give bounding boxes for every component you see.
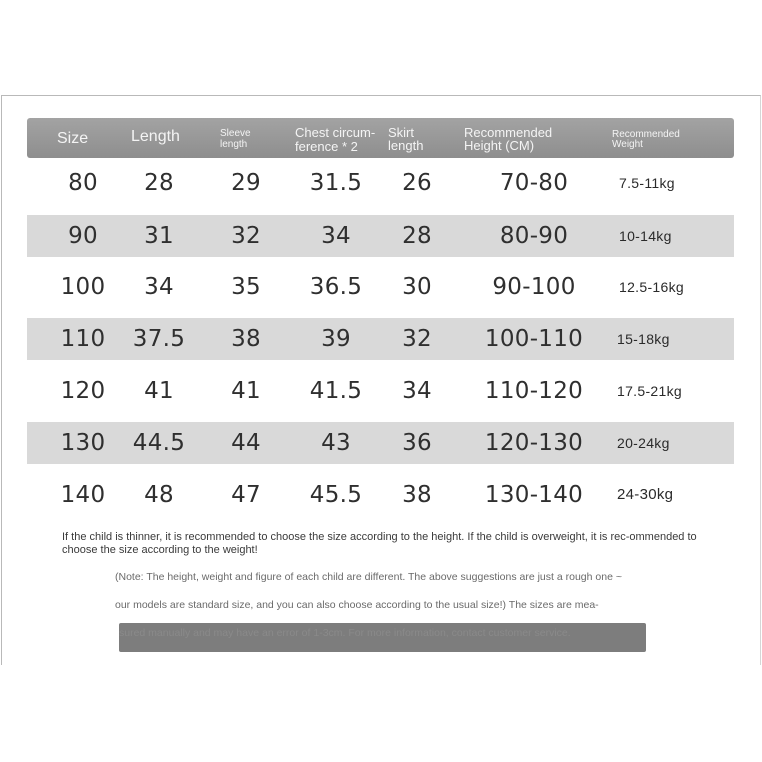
- cell-height: 130-140: [484, 482, 584, 508]
- header-weight-line2: Weight: [612, 139, 643, 150]
- cell-skirt: 32: [402, 326, 432, 352]
- cell-size: 130: [60, 430, 106, 456]
- cell-chest: 39: [321, 326, 351, 352]
- cell-chest: 43: [321, 430, 351, 456]
- cell-length: 28: [144, 170, 174, 196]
- disclaimer-bar: [119, 623, 646, 652]
- cell-size: 140: [60, 482, 106, 508]
- cell-skirt: 28: [402, 223, 432, 249]
- cell-height: 80-90: [499, 223, 569, 249]
- header-size: Size: [57, 130, 89, 147]
- header-height-line1: Recommended: [464, 125, 553, 140]
- table-header: [27, 118, 734, 158]
- cell-chest: 36.5: [309, 274, 363, 300]
- header-chest-line2: ference * 2: [295, 139, 358, 154]
- table-row: [27, 318, 734, 360]
- cell-height: 110-120: [484, 378, 584, 404]
- cell-sleeve: 47: [231, 482, 261, 508]
- header-length: Length: [131, 128, 180, 145]
- cell-skirt: 38: [402, 482, 432, 508]
- cell-skirt: 34: [402, 378, 432, 404]
- cell-chest: 34: [321, 223, 351, 249]
- cell-size: 110: [60, 326, 106, 352]
- cell-weight: 7.5-11kg: [619, 175, 675, 191]
- cell-weight: 15-18kg: [617, 331, 670, 347]
- header-skirt-line1: Skirt: [388, 125, 414, 140]
- cell-size: 100: [60, 274, 106, 300]
- cell-length: 44.5: [132, 430, 186, 456]
- cell-sleeve: 44: [231, 430, 261, 456]
- cell-sleeve: 29: [231, 170, 261, 196]
- cell-chest: 31.5: [309, 170, 363, 196]
- cell-sleeve: 41: [231, 378, 261, 404]
- table-row: [27, 474, 734, 516]
- cell-weight: 12.5-16kg: [619, 279, 684, 295]
- cell-weight: 17.5-21kg: [617, 383, 682, 399]
- table-row: [27, 162, 734, 204]
- cell-height: 70-80: [499, 170, 569, 196]
- cell-chest: 41.5: [309, 378, 363, 404]
- cell-size: 120: [60, 378, 106, 404]
- cell-length: 34: [144, 274, 174, 300]
- header-skirt-line2: length: [388, 138, 424, 153]
- cell-weight: 24-30kg: [617, 486, 674, 503]
- cell-sleeve: 38: [231, 326, 261, 352]
- header-height-line2: Height (CM): [464, 138, 535, 153]
- header-sleeve-line2: length: [220, 139, 248, 150]
- disclaimer-line-2: our models are standard size, and you can also choose according to the usual size!) The sizes are mea-: [115, 599, 599, 611]
- cell-length: 37.5: [132, 326, 186, 352]
- cell-height: 120-130: [484, 430, 584, 456]
- cell-height: 90-100: [492, 274, 576, 300]
- header-sleeve-line1: Sleeve: [220, 128, 251, 139]
- disclaimer-line-1: (Note: The height, weight and figure of each child are different. The above suggestions are just a rough one ~: [115, 571, 622, 583]
- cell-chest: 45.5: [309, 482, 363, 508]
- cell-skirt: 30: [402, 274, 432, 300]
- cell-weight: 20-24kg: [617, 435, 670, 451]
- table-row: [27, 422, 734, 464]
- cell-height: 100-110: [484, 326, 584, 352]
- cell-weight: 10-14kg: [619, 228, 672, 244]
- cell-length: 48: [144, 482, 174, 508]
- size-recommendation-note: If the child is thinner, it is recommended to choose the size according to the height. If the child is overweight, it is rec-ommended to choose the size according to the weight!: [62, 531, 697, 556]
- cell-length: 41: [144, 378, 174, 404]
- cell-size: 80: [68, 170, 98, 196]
- cell-sleeve: 35: [231, 274, 261, 300]
- header-weight-line1: Recommended: [612, 129, 680, 140]
- cell-sleeve: 32: [231, 223, 261, 249]
- cell-skirt: 36: [402, 430, 432, 456]
- table-row: [27, 370, 734, 412]
- cell-skirt: 26: [402, 170, 432, 196]
- header-chest-line1: Chest circum-: [295, 125, 376, 140]
- cell-length: 31: [144, 223, 174, 249]
- disclaimer-line-3: sured manually and may have an error of 1-3cm. For more information, contact customer service.: [119, 627, 571, 639]
- cell-size: 90: [68, 223, 98, 249]
- table-row: [27, 266, 734, 308]
- table-row: [27, 215, 734, 257]
